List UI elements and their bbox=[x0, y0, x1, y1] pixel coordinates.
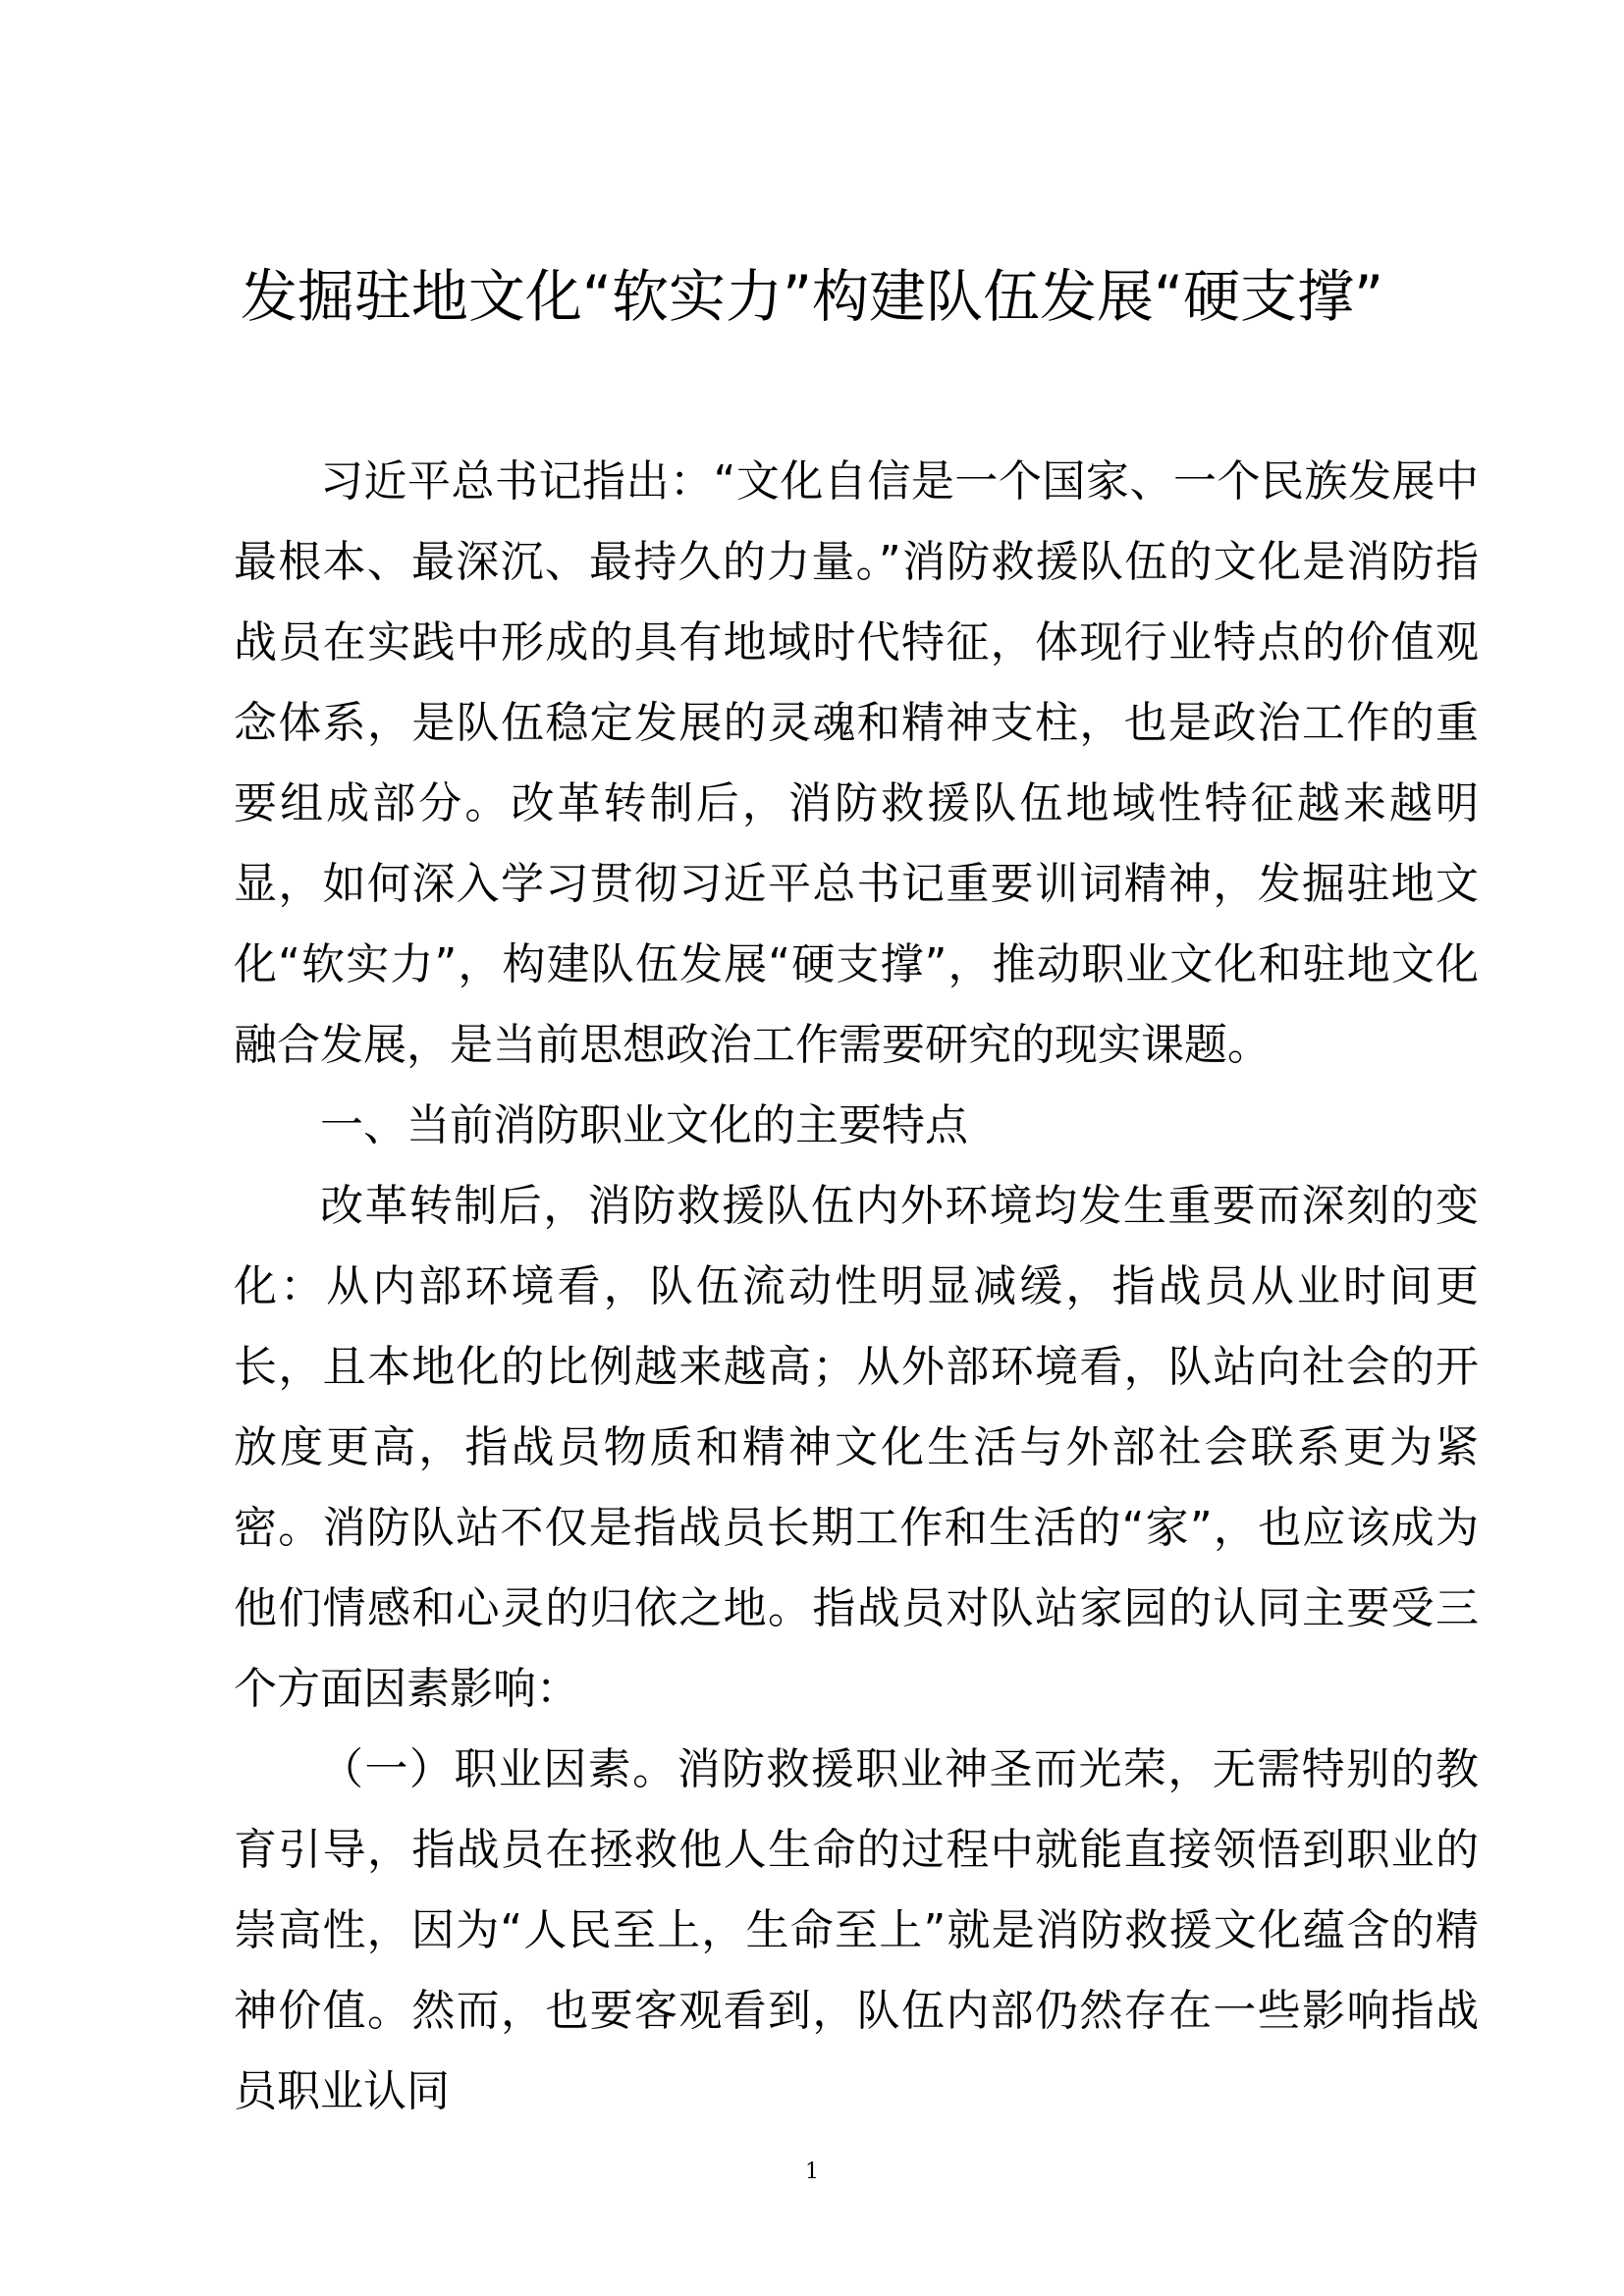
section-heading-1: 一、当前消防职业文化的主要特点 bbox=[320, 1100, 968, 1150]
page-number: 1 bbox=[805, 2160, 819, 2184]
document-body bbox=[234, 442, 1479, 2132]
paragraph-section-1: 改革转制后，消防救援队伍内外环境均发生重要而深刻的变化：从内部环境看，队伍流动性明显减缓，指战员从业时间更长，且本地化的比例越来越高；从外部环境看，队站向社会的开放度更高，指战员物质和精神文化生活与外部社会联系更为紧密。消防队站不仅是指战员长期工作和生活的“家”，也应该成为他们情感和心灵的归依之地。指战员对队站家园的认同主要受三个方面因素影响： bbox=[234, 1181, 1479, 1714]
paragraph-intro: 习近平总书记指出：“文化自信是一个国家、一个民族发展中最根本、最深沉、最持久的力量。”消防救援队伍的文化是消防指战员在实践中形成的具有地域时代特征，体现行业特点的价值观念体系，是队伍稳定发展的灵魂和精神支柱，也是政治工作的重要组成部分。改革转制后，消防救援队伍地域性特征越来越明显，如何深入学习贯彻习近平总书记重要训词精神，发掘驻地文化“软实力”，构建队伍发展“硬支撑”，推动职业文化和驻地文化融合发展，是当前思想政治工作需要研究的现实课题。 bbox=[234, 456, 1479, 1070]
document-title: 发掘驻地文化“软实力”构建队伍发展“硬支撑” bbox=[240, 263, 1384, 330]
paragraph-subsection-1: （一）职业因素。消防救援职业神圣而光荣，无需特别的教育引导，指战员在拯救他人生命的过程中就能直接领悟到职业的崇高性，因为“人民至上，生命至上”就是消防救援文化蕴含的精神价值。然而，也要客观看到，队伍内部仍然存在一些影响指战员职业认同 bbox=[234, 1744, 1479, 2116]
